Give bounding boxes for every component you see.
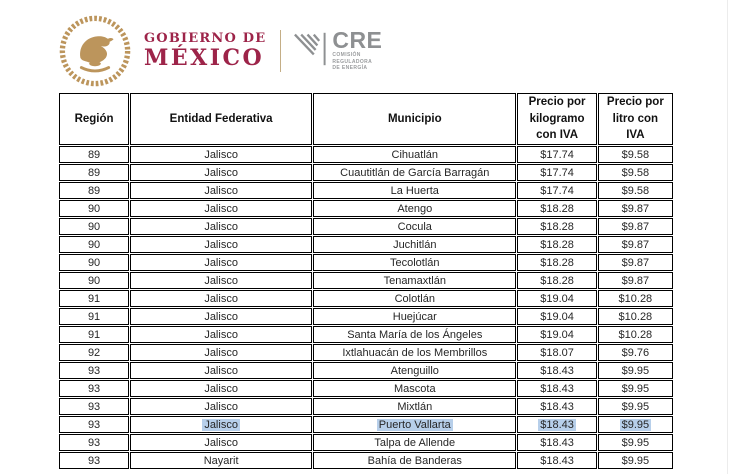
cell-precio_kg: $18.28 (517, 200, 596, 217)
cell-region: 92 (59, 344, 129, 361)
table-row (59, 182, 673, 199)
cre-sub-line1: COMISIÓN (332, 52, 361, 58)
cell-region: 93 (59, 380, 129, 397)
gas-price-table (58, 92, 674, 470)
cell-precio_litro: $9.76 (598, 344, 673, 361)
cell-region: 91 (59, 326, 129, 343)
cell-entidad: Jalisco (130, 146, 312, 163)
cell-precio_kg: $19.04 (517, 290, 596, 307)
cell-region: 91 (59, 308, 129, 325)
table-row (59, 344, 673, 361)
gobierno-line1: GOBIERNO DE (144, 30, 267, 46)
column-header-municipio: Municipio (313, 93, 516, 145)
cell-precio_kg: $18.43 (517, 362, 596, 379)
cell-municipio: La Huerta (313, 182, 516, 199)
cell-entidad: Jalisco (130, 308, 312, 325)
table-row (59, 290, 673, 307)
cell-entidad: Jalisco (130, 164, 312, 181)
table-row (59, 434, 673, 451)
cell-municipio: Atenguillo (313, 362, 516, 379)
cell-precio_litro: $9.87 (598, 254, 673, 271)
cell-precio_litro: $9.87 (598, 272, 673, 289)
cell-entidad: Jalisco (130, 290, 312, 307)
cell-entidad: Jalisco (130, 362, 312, 379)
cell-precio_kg: $18.43 (517, 398, 596, 415)
cell-precio_kg: $18.28 (517, 236, 596, 253)
brand-header (58, 13, 382, 89)
table-row (59, 398, 673, 415)
cell-region: 91 (59, 290, 129, 307)
cell-region: 90 (59, 218, 129, 235)
cell-precio_litro: $9.58 (598, 182, 673, 199)
selected-text: Jalisco (204, 418, 238, 431)
cell-precio_kg: $19.04 (517, 326, 596, 343)
cell-entidad: Jalisco (130, 326, 312, 343)
cell-entidad: Jalisco (130, 254, 312, 271)
cell-municipio: Ixtlahuacán de los Membrillos (313, 344, 516, 361)
cell-entidad: Jalisco (130, 182, 312, 199)
cell-precio_litro: $9.95 (598, 452, 673, 469)
cell-precio_kg: $18.28 (517, 272, 596, 289)
cre-mark-icon (294, 29, 330, 69)
cre-sub-line3: DE ENERGÍA (332, 65, 368, 71)
table-row (59, 326, 673, 343)
cell-precio_litro: $9.87 (598, 218, 673, 235)
brand-divider (280, 30, 281, 72)
cell-entidad: Jalisco (130, 434, 312, 451)
cell-precio_kg: $18.28 (517, 254, 596, 271)
cell-municipio: Mascota (313, 380, 516, 397)
table-row (59, 200, 673, 217)
table-row (59, 272, 673, 289)
cell-municipio: Cihuatlán (313, 146, 516, 163)
table-row (59, 218, 673, 235)
cell-precio_litro: $9.87 (598, 236, 673, 253)
cell-municipio: Cuautitlán de García Barragán (313, 164, 516, 181)
cell-precio_kg: $18.28 (517, 218, 596, 235)
selected-text: Puerto Vallarta (378, 418, 451, 431)
cre-logo (294, 29, 382, 73)
cell-precio_litro: $9.95 (598, 398, 673, 415)
cell-municipio: Cocula (313, 218, 516, 235)
column-header-precio-kg: Precio por kilogramo con IVA (517, 93, 596, 145)
cell-precio_kg: $17.74 (517, 146, 596, 163)
selected-text: $9.95 (621, 418, 650, 431)
mexico-coat-of-arms-icon (58, 14, 132, 88)
cell-region: 90 (59, 236, 129, 253)
cell-entidad (130, 416, 312, 433)
cell-municipio: Juchitlán (313, 236, 516, 253)
table-row (59, 254, 673, 271)
table-row (59, 146, 673, 163)
column-header-precio-litro: Precio por litro con IVA (598, 93, 673, 145)
cell-municipio: Atengo (313, 200, 516, 217)
cell-precio_litro (598, 416, 673, 433)
cell-precio_litro: $10.28 (598, 308, 673, 325)
table-row (59, 416, 673, 433)
cell-precio_kg (517, 416, 596, 433)
gobierno-line2: MÉXICO (144, 45, 265, 72)
cell-region: 93 (59, 416, 129, 433)
table-row (59, 308, 673, 325)
cell-entidad: Jalisco (130, 380, 312, 397)
cell-entidad: Jalisco (130, 398, 312, 415)
cell-municipio: Bahía de Banderas (313, 452, 516, 469)
cell-region: 93 (59, 452, 129, 469)
cell-precio_kg: $18.43 (517, 380, 596, 397)
cell-precio_litro: $9.87 (598, 200, 673, 217)
cell-region: 90 (59, 200, 129, 217)
table-row (59, 362, 673, 379)
cell-precio_litro: $9.58 (598, 146, 673, 163)
cell-precio_kg: $19.04 (517, 308, 596, 325)
cell-municipio: Tecolotlán (313, 254, 516, 271)
cell-region: 89 (59, 182, 129, 199)
table-header-row (59, 93, 673, 145)
cell-municipio: Santa María de los Ángeles (313, 326, 516, 343)
cell-precio_kg: $17.74 (517, 164, 596, 181)
cell-region: 89 (59, 164, 129, 181)
price-table-body (59, 146, 673, 469)
cell-precio_litro: $9.95 (598, 434, 673, 451)
cre-sub-line2: REGULADORA (332, 58, 373, 65)
cell-region: 90 (59, 254, 129, 271)
column-header-region: Región (59, 93, 129, 145)
cell-precio_kg: $17.74 (517, 182, 596, 199)
cell-entidad: Jalisco (130, 236, 312, 253)
cell-municipio: Huejúcar (313, 308, 516, 325)
cell-region: 90 (59, 272, 129, 289)
cell-precio_litro: $9.58 (598, 164, 673, 181)
gobierno-de-mexico-wordmark (144, 32, 266, 70)
cre-acronym: CRE (332, 27, 383, 53)
cell-precio_litro: $9.95 (598, 362, 673, 379)
table-row (59, 164, 673, 181)
cell-region: 93 (59, 362, 129, 379)
cell-region: 93 (59, 434, 129, 451)
cell-municipio: Colotlán (313, 290, 516, 307)
table-row (59, 380, 673, 397)
cell-precio_kg: $18.07 (517, 344, 596, 361)
cell-entidad: Nayarit (130, 452, 312, 469)
cell-precio_kg: $18.43 (517, 434, 596, 451)
cell-region: 89 (59, 146, 129, 163)
cell-entidad: Jalisco (130, 344, 312, 361)
cell-municipio (313, 416, 516, 433)
table-row (59, 236, 673, 253)
table-row (59, 452, 673, 469)
cell-entidad: Jalisco (130, 218, 312, 235)
cell-municipio: Mixtlán (313, 398, 516, 415)
cell-region: 93 (59, 398, 129, 415)
cell-municipio: Talpa de Allende (313, 434, 516, 451)
cell-precio_litro: $10.28 (598, 290, 673, 307)
cell-precio_litro: $9.95 (598, 380, 673, 397)
cell-precio_kg: $18.43 (517, 452, 596, 469)
page-edge-divider (727, 0, 728, 474)
column-header-entidad: Entidad Federativa (130, 93, 312, 145)
cell-entidad: Jalisco (130, 200, 312, 217)
selected-text: $18.43 (540, 418, 574, 431)
cell-municipio: Tenamaxtlán (313, 272, 516, 289)
cell-precio_litro: $10.28 (598, 326, 673, 343)
cell-entidad: Jalisco (130, 272, 312, 289)
cre-text-block (332, 29, 382, 72)
